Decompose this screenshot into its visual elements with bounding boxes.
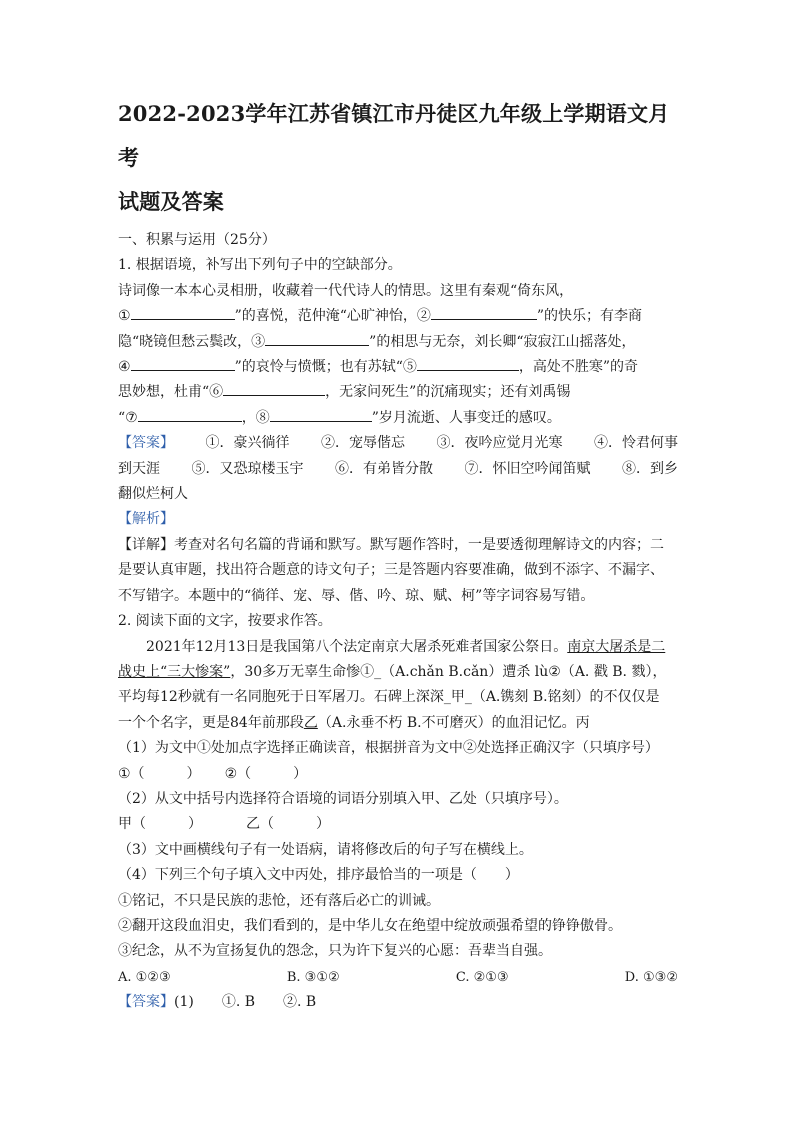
answer-1-line: 翻似烂柯人 [118,486,188,503]
choice-c[interactable]: C. ②①③ [455,969,509,985]
answer-blank[interactable] [223,381,325,396]
analysis-label: 【解析】 [118,511,174,528]
answer-blank[interactable] [265,331,369,346]
question-1-stem: 1. 根据语境，补写出下列句子中的空缺部分。 [118,257,402,274]
option-sentence: ③纪念，从不为宣扬复仇的怨念，只为许下复兴的心愿：吾辈当自强。 [118,943,552,960]
answer-blank[interactable] [417,356,519,371]
question-1-line: 诗词像一本本心灵相册，收藏着一代代诗人的情思。这里有秦观“倚东风， [118,282,574,299]
choice-b[interactable]: B. ③①② [286,969,340,985]
detail-line: 【详解】考查对名句名篇的背诵和默写。默写题作答时，一是要透彻理解诗文的内容；二 [118,536,664,553]
answer-slot[interactable]: ①（ ） [118,765,201,782]
detail-line: 不写错字。本题中的“徜徉、宠、辱、偕、吟、琼、赋、柯”等字词容易写错。 [118,587,595,604]
sub-question: （1）为文中①处加点字选择正确读音，根据拼音为文中②处选择正确汉字（只填序号） [118,740,659,757]
section-heading: 一、积累与运用（25分） [118,232,276,248]
answer-slot[interactable]: 甲（ ） [118,816,202,833]
question-1-line: ④ ”的哀怜与愤慨；也有苏轼“⑤ ，高处不胜寒”的奇 [118,355,678,380]
passage-line: 一个个名字，更是84年前那段乙（A.永垂不朽 B.不可磨灭）的血泪记忆。丙 [118,714,590,731]
question-1-line: “⑦ ，⑧ ”岁月流逝、人事变迁的感叹。 [118,406,678,431]
answer-1-line: 【答案】 ①．豪兴徜徉 ②．宠辱偕忘 ③．夜吟应觉月光寒 ④．怜君何事 [118,431,678,456]
passage-line: 2021年12月13日是我国第八个法定南京大屠杀死难者国家公祭日。南京大屠杀是二 [146,638,666,655]
answer-blank[interactable] [131,356,235,371]
question-2-stem: 2. 阅读下面的文字，按要求作答。 [118,613,332,630]
sub-question-blanks [118,762,678,787]
sub-question-blanks [118,812,678,837]
document-title-line2: 试题及答案 [118,189,224,214]
passage-line: 战史上“三大惨案”，30多万无辜生命惨①_（A.chǎn B.cǎn）遭杀 lù②（A. 戳 B. 戮）， [118,663,667,680]
question-1-line: 隐“晓镜但愁云鬓改，③ ”的相思与无奈，刘长卿“寂寂江山摇落处， [118,330,678,355]
answer-blank[interactable] [431,305,537,320]
answer-blank[interactable] [270,407,372,422]
answer-label: 【答案】 [118,994,174,1011]
answer-2-line: 【答案】(1) ①. B ②. B [118,994,317,1011]
choice-a[interactable]: A. ①②③ [118,969,171,985]
answer-slot[interactable]: ②（ ） [224,765,308,782]
option-sentence: ①铭记，不只是民族的悲怆，还有落后必亡的训诫。 [118,892,440,909]
sub-question: （2）从文中括号内选择符合语境的词语分别填入甲、乙处（只填序号）。 [118,790,568,807]
answer-1-line: 到天涯 ⑤．又恐琼楼玉宇 ⑥．有弟皆分散 ⑦．怀旧空吟闻笛赋 ⑧．到乡 [118,460,678,477]
answer-blank[interactable] [131,305,235,320]
question-1-line: ① ”的喜悦，范仲淹“心旷神怡，② ”的快乐；有李商 [118,304,678,329]
passage-line: 平均每12秒就有一名同胞死于日军屠刀。石碑上深深_甲_（A.镌刻 B.铭刻）的不仅仅是 [118,689,660,706]
choice-row [118,965,678,990]
answer-blank[interactable] [138,407,242,422]
sub-question: （4）下列三个句子填入文中丙处，排序最恰当的一项是（ ） [118,867,519,884]
question-1-line: 思妙想，杜甫“⑥ ，无家问死生”的沉痛现实；还有刘禹锡 [118,380,678,405]
answer-label: 【答案】 [118,435,174,452]
option-sentence: ②翻开这段血泪史，我们看到的，是中华儿女在绝望中绽放顽强希望的铮铮傲骨。 [118,917,622,934]
choice-d[interactable]: D. ①③② [624,969,678,985]
answer-slot[interactable]: 乙（ ） [246,816,330,833]
sub-question: （3）文中画横线句子有一处语病，请将修改后的句子写在横线上。 [118,841,533,858]
document-page [118,92,678,1016]
detail-line: 是要认真审题，找出符合题意的诗文句子；三是答题内容要准确，做到不添字、不漏字、 [118,562,664,579]
document-title-line1: 2022-2023学年江苏省镇江市丹徒区九年级上学期语文月考 [118,101,670,170]
